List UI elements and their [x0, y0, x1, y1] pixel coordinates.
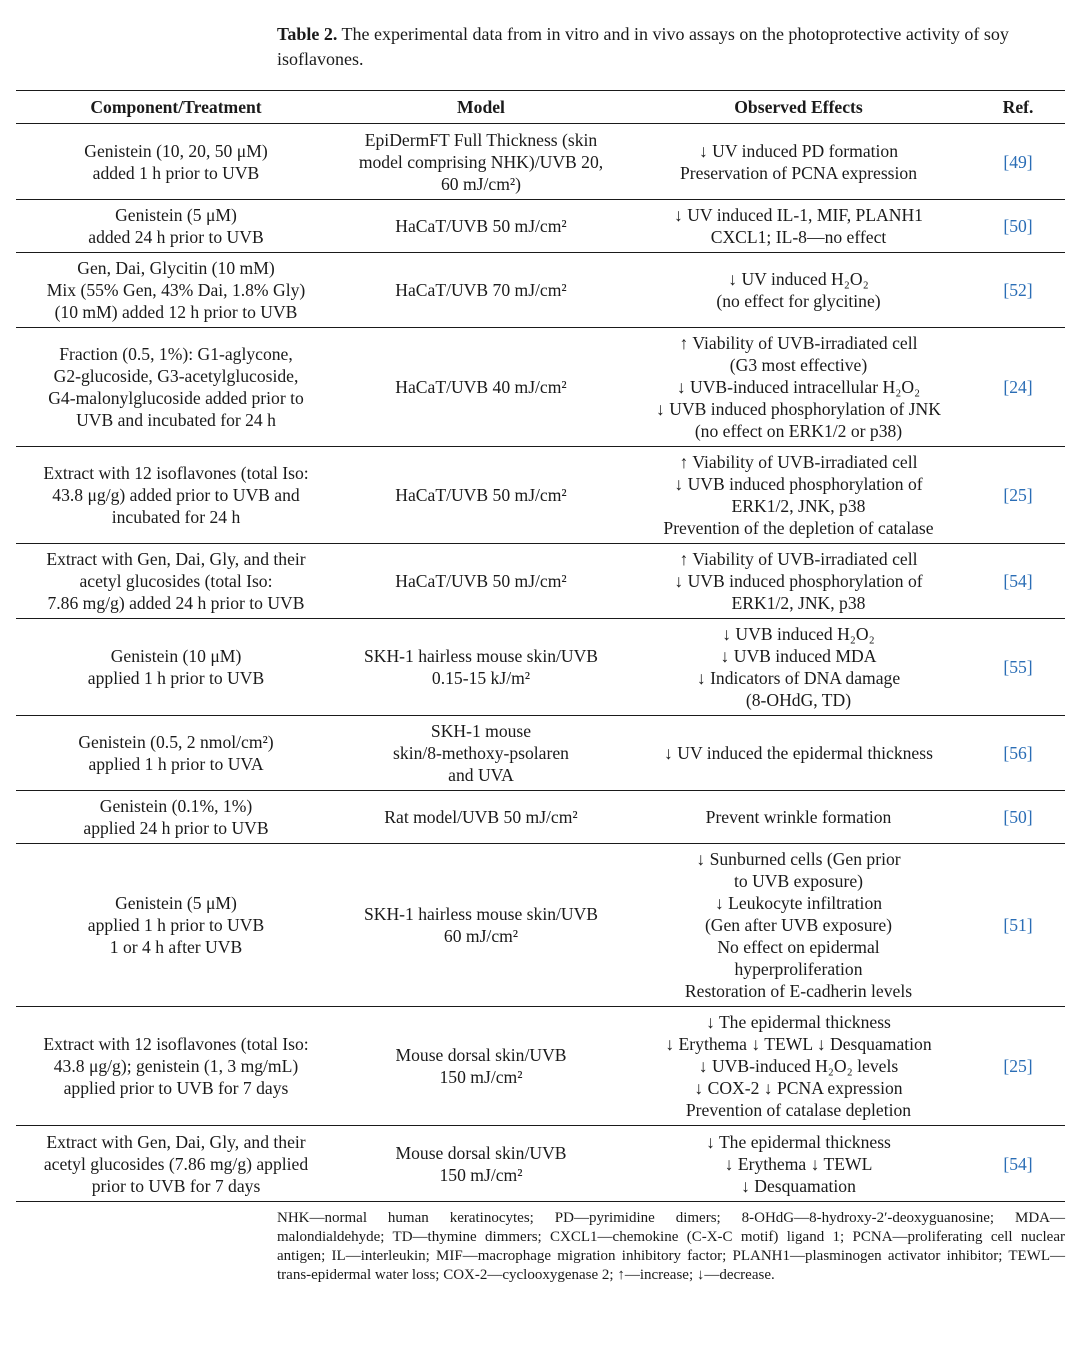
table-row: [16, 619, 1065, 716]
effects-line: ↓ UV induced IL-1, MIF, PLANH1: [674, 205, 923, 225]
effects-line: hyperproliferation: [734, 959, 863, 979]
table-row: [16, 200, 1065, 253]
effects-line: (no effect on ERK1/2 or p38): [694, 421, 903, 441]
effects-line: ↓ Sunburned cells (Gen prior: [696, 849, 901, 869]
treatment-cell: [16, 1007, 336, 1126]
table-row: [16, 1007, 1065, 1126]
effects-cell: [626, 619, 971, 716]
model-line: 60 mJ/cm²: [443, 926, 519, 946]
treatment-line: acetyl glucosides (total Iso:: [79, 571, 273, 591]
treatment-cell: [16, 447, 336, 544]
model-line: HaCaT/UVB 50 mJ/cm²: [395, 485, 567, 505]
treatment-line: G4-malonylglucoside added prior to: [48, 388, 304, 408]
model-line: Rat model/UVB 50 mJ/cm²: [384, 807, 578, 827]
ref-cell[interactable]: [49]: [971, 124, 1065, 200]
effects-line: ↓ Desquamation: [741, 1175, 856, 1196]
table-row: [16, 124, 1065, 200]
model-line: 150 mJ/cm²: [439, 1164, 523, 1185]
effects-cell: [626, 447, 971, 544]
ref-cell[interactable]: [56]: [971, 716, 1065, 791]
model-cell: [336, 844, 626, 1007]
effects-line: ERK1/2, JNK, p38: [731, 496, 866, 516]
table-row: [16, 447, 1065, 544]
effects-cell: [626, 124, 971, 200]
treatment-line: (10 mM) added 12 h prior to UVB: [54, 302, 298, 322]
model-line: 60 mJ/cm²): [440, 173, 522, 194]
effects-line: ↓ UVB induced H₂O₂: [722, 624, 875, 644]
treatment-line: Genistein (0.1%, 1%): [99, 796, 253, 816]
effects-line: Prevent wrinkle formation: [705, 807, 892, 827]
effects-line: ↓ UVB induced phosphorylation of JNK: [656, 399, 941, 419]
effects-line: to UVB exposure): [734, 871, 863, 891]
treatment-line: applied prior to UVB for 7 days: [63, 1078, 289, 1098]
treatment-line: G2-glucoside, G3-acetylglucoside,: [53, 366, 299, 386]
table-row: [16, 253, 1065, 328]
effects-line: Prevention of the depletion of catalase: [663, 518, 934, 538]
treatment-line: Genistein (5 μM): [115, 205, 237, 225]
treatment-line: 1 or 4 h after UVB: [109, 937, 243, 957]
model-cell: [336, 791, 626, 844]
treatment-line: added 24 h prior to UVB: [88, 227, 264, 247]
table-row: [16, 544, 1065, 619]
effects-line: Restoration of E-cadherin levels: [684, 981, 913, 1001]
model-cell: [336, 447, 626, 544]
effects-cell: [626, 716, 971, 791]
model-cell: [336, 328, 626, 447]
model-line: SKH-1 mouse: [430, 721, 532, 741]
treatment-line: 43.8 μg/g) added prior to UVB and: [52, 485, 300, 505]
treatment-line: Gen, Dai, Glycitin (10 mM): [77, 258, 275, 278]
table-footnote: NHK—normal human keratinocytes; PD—pyrimidine dimers; 8-OHdG—8-hydroxy-2′-deoxyguanosine; MDA—malondialdehyde; TD—thymine dimmers; CXCL1—chemokine (C-X-C motif) ligand 1; PCNA—proliferating cell nuclear antigen; IL—interleukin; MIF—macrophage migration inhibitory factor; PLANH1—plasminogen activator inhibitor; TEWL—trans-epidermal water loss; COX-2—cyclooxygenase 2; ↑—increase; ↓—decrease.: [277, 1210, 1065, 1283]
effects-line: ↓ Indicators of DNA damage: [696, 668, 901, 688]
model-line: HaCaT/UVB 70 mJ/cm²: [395, 280, 567, 300]
treatment-line: acetyl glucosides (7.86 mg/g) applied: [43, 1153, 309, 1174]
effects-line: ↓ The epidermal thickness: [706, 1131, 891, 1152]
model-line: HaCaT/UVB 50 mJ/cm²: [395, 216, 567, 236]
treatment-line: applied 24 h prior to UVB: [83, 818, 269, 838]
column-header-effects: Observed Effects: [626, 91, 971, 124]
effects-cell: [626, 544, 971, 619]
effects-line: Prevention of catalase depletion: [685, 1100, 912, 1120]
treatment-line: 7.86 mg/g) added 24 h prior to UVB: [47, 593, 305, 613]
effects-line: ↓ Leukocyte infiltration: [714, 893, 883, 913]
treatment-line: Extract with 12 isoflavones (total Iso:: [43, 463, 309, 483]
treatment-cell: [16, 200, 336, 253]
effects-line: ↓ UVB induced phosphorylation of: [674, 571, 923, 591]
treatment-line: Fraction (0.5, 1%): G1-aglycone,: [59, 344, 293, 364]
treatment-cell: [16, 716, 336, 791]
effects-line: ↓ Erythema ↓ TEWL ↓ Desquamation: [665, 1034, 932, 1054]
ref-cell[interactable]: [50]: [971, 791, 1065, 844]
effects-line: ↓ UVB induced phosphorylation of: [674, 474, 923, 494]
effects-line: ↓ UV induced PD formation: [698, 140, 899, 161]
ref-cell[interactable]: [25]: [971, 1007, 1065, 1126]
ref-cell[interactable]: [24]: [971, 328, 1065, 447]
effects-cell: [626, 1007, 971, 1126]
table-label: Table 2.: [277, 24, 338, 44]
effects-line: ↓ UVB induced MDA: [720, 646, 877, 666]
table-row: [16, 328, 1065, 447]
treatment-line: Extract with Gen, Dai, Gly, and their: [46, 1131, 306, 1152]
treatment-cell: [16, 1126, 336, 1202]
treatment-line: applied 1 h prior to UVB: [87, 915, 265, 935]
effects-line: Preservation of PCNA expression: [680, 162, 917, 183]
model-cell: [336, 1007, 626, 1126]
treatment-line: prior to UVB for 7 days: [91, 1175, 261, 1196]
model-line: 0.15-15 kJ/m²: [431, 668, 531, 688]
model-line: SKH-1 hairless mouse skin/UVB: [363, 904, 599, 924]
effects-line: ↓ Erythema ↓ TEWL: [724, 1153, 873, 1174]
model-cell: [336, 253, 626, 328]
ref-cell[interactable]: [51]: [971, 844, 1065, 1007]
table-header-row: [16, 91, 1065, 124]
table-row: [16, 844, 1065, 1007]
model-cell: [336, 619, 626, 716]
treatment-line: Genistein (10, 20, 50 μM): [84, 140, 268, 161]
effects-line: ↑ Viability of UVB-irradiated cell: [679, 549, 918, 569]
treatment-line: Genistein (5 μM): [115, 893, 237, 913]
model-line: HaCaT/UVB 50 mJ/cm²: [395, 571, 567, 591]
model-line: Mouse dorsal skin/UVB: [395, 1045, 567, 1065]
effects-line: ↓ UV induced H₂O₂: [728, 269, 869, 289]
model-cell: [336, 200, 626, 253]
treatment-line: applied 1 h prior to UVA: [88, 754, 264, 774]
ref-cell[interactable]: [25]: [971, 447, 1065, 544]
table-row: [16, 791, 1065, 844]
model-line: 150 mJ/cm²: [439, 1067, 523, 1087]
effects-cell: [626, 328, 971, 447]
table-body: [16, 124, 1065, 1202]
model-cell: [336, 124, 626, 200]
model-line: HaCaT/UVB 40 mJ/cm²: [395, 377, 567, 397]
treatment-line: 43.8 μg/g); genistein (1, 3 mg/mL): [53, 1056, 299, 1076]
treatment-line: UVB and incubated for 24 h: [76, 410, 276, 430]
treatment-cell: [16, 619, 336, 716]
column-header-treatment: Component/Treatment: [16, 91, 336, 124]
treatment-line: Genistein (0.5, 2 nmol/cm²): [78, 732, 274, 752]
model-line: and UVA: [448, 765, 514, 785]
treatment-cell: [16, 844, 336, 1007]
effects-line: ↓ UVB-induced intracellular H₂O₂: [676, 377, 921, 397]
treatment-cell: [16, 253, 336, 328]
effects-line: (no effect for glycitine): [716, 291, 881, 311]
model-cell: [336, 716, 626, 791]
effects-cell: [626, 844, 971, 1007]
table-caption-text: The experimental data from in vitro and in vivo assays on the photoprotective activity of soy isoflavones.: [277, 24, 1009, 69]
ref-cell[interactable]: [54]: [971, 1126, 1065, 1202]
treatment-line: Mix (55% Gen, 43% Dai, 1.8% Gly): [46, 280, 306, 300]
model-line: SKH-1 hairless mouse skin/UVB: [363, 646, 599, 666]
ref-cell[interactable]: [55]: [971, 619, 1065, 716]
effects-line: CXCL1; IL-8—no effect: [710, 227, 887, 247]
effects-line: (G3 most effective): [729, 355, 868, 375]
effects-line: (8-OHdG, TD): [745, 690, 852, 710]
treatment-line: applied 1 h prior to UVB: [87, 668, 265, 688]
column-header-model: Model: [336, 91, 626, 124]
treatment-cell: [16, 791, 336, 844]
ref-cell[interactable]: [54]: [971, 544, 1065, 619]
model-cell: [336, 544, 626, 619]
column-header-ref: Ref.: [971, 91, 1065, 124]
effects-cell: [626, 791, 971, 844]
effects-line: No effect on epidermal: [717, 937, 880, 957]
effects-cell: [626, 200, 971, 253]
ref-cell[interactable]: [52]: [971, 253, 1065, 328]
model-line: skin/8-methoxy-psolaren: [393, 743, 569, 763]
treatment-line: Extract with 12 isoflavones (total Iso:: [43, 1034, 309, 1054]
model-cell: [336, 1126, 626, 1202]
treatment-line: incubated for 24 h: [111, 507, 241, 527]
effects-line: ↓ COX-2 ↓ PCNA expression: [694, 1078, 903, 1098]
treatment-cell: [16, 544, 336, 619]
effects-cell: [626, 253, 971, 328]
model-line: model comprising NHK)/UVB 20,: [358, 151, 604, 172]
table-row: [16, 716, 1065, 791]
model-line: EpiDermFT Full Thickness (skin: [364, 129, 598, 150]
effects-line: ↑ Viability of UVB-irradiated cell: [679, 452, 918, 472]
effects-line: ERK1/2, JNK, p38: [731, 593, 866, 613]
model-line: Mouse dorsal skin/UVB: [395, 1142, 567, 1163]
table-row: [16, 1126, 1065, 1202]
effects-cell: [626, 1126, 971, 1202]
treatment-line: Extract with Gen, Dai, Gly, and their: [46, 549, 306, 569]
effects-line: ↓ UVB-induced H₂O₂ levels: [698, 1056, 899, 1076]
isoflavone-table: [16, 90, 1065, 1202]
treatment-line: added 1 h prior to UVB: [92, 162, 260, 183]
effects-line: ↓ UV induced the epidermal thickness: [664, 743, 933, 763]
effects-line: (Gen after UVB exposure): [704, 915, 893, 935]
table-caption: [277, 22, 1067, 72]
effects-line: ↓ The epidermal thickness: [706, 1012, 891, 1032]
treatment-line: Genistein (10 μM): [110, 646, 242, 666]
treatment-cell: [16, 328, 336, 447]
ref-cell[interactable]: [50]: [971, 200, 1065, 253]
effects-line: ↑ Viability of UVB-irradiated cell: [679, 333, 918, 353]
treatment-cell: [16, 124, 336, 200]
